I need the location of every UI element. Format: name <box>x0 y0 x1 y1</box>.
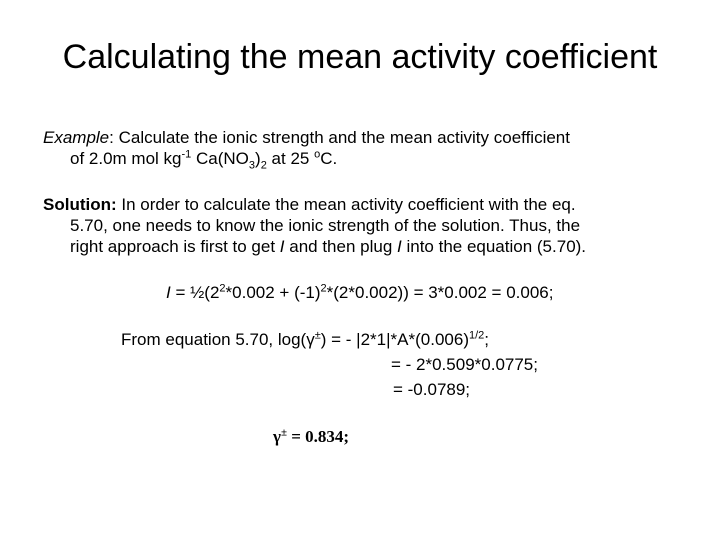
eq2-c: ; <box>484 330 490 349</box>
example-line2-a: of 2.0m mol kg <box>70 149 182 168</box>
example-line2-c: ) <box>255 149 261 168</box>
ionic-strength-equation <box>166 283 553 303</box>
eq2-a: From equation 5.70, log(γ <box>121 330 315 349</box>
log-gamma-equation <box>121 330 489 350</box>
solution-line3-b: and then plug <box>284 237 397 256</box>
example-line2-e: C. <box>320 149 338 168</box>
solution-label: Solution: <box>43 195 117 214</box>
example-sup-1: -1 <box>181 148 192 161</box>
example-sup-2: o <box>314 148 321 161</box>
answer-value: = 0.834; <box>287 427 350 446</box>
eq2-b: ) = - |2*1|*A*(0.006) <box>320 330 469 349</box>
solution-line3 <box>43 236 586 257</box>
example-label: Example <box>43 128 110 147</box>
answer-sup: ± <box>280 426 287 439</box>
eq2-sup-2: 1/2 <box>468 329 485 342</box>
answer-gamma: γ <box>273 427 281 446</box>
eq1-a: = ½(2 <box>170 283 220 302</box>
eq1-c: *(2*0.002)) = 3*0.002 = 0.006; <box>326 283 554 302</box>
eq2-sup-1: ± <box>314 329 321 342</box>
eq1-I: I <box>166 283 171 302</box>
slide-title: Calculating the mean activity coefficient <box>62 38 658 76</box>
solution-line2: 5.70, one needs to know the ionic strength of the solution. Thus, the <box>70 216 581 235</box>
solution-I-1: I <box>279 237 285 256</box>
eq1-sup-1: 2 <box>219 282 226 295</box>
example-sub-1: 3 <box>248 159 256 172</box>
log-gamma-step-3: = -0.0789; <box>393 380 471 399</box>
example-sep: : <box>109 128 119 147</box>
example-paragraph <box>43 127 570 172</box>
eq1-b: *0.002 + (-1) <box>225 283 321 302</box>
example-line2 <box>43 148 570 172</box>
solution-paragraph <box>43 194 586 257</box>
solution-line3-c: into the equation (5.70). <box>401 237 587 256</box>
final-answer <box>273 427 349 447</box>
example-line2-d: at 25 <box>266 149 315 168</box>
example-line2-b: Ca(NO <box>191 149 249 168</box>
example-text-line1: Calculate the ionic strength and the mean activity coefficient <box>118 128 570 147</box>
eq1-sup-2: 2 <box>320 282 327 295</box>
example-sub-2: 2 <box>260 159 267 172</box>
solution-I-2: I <box>397 237 402 256</box>
log-gamma-step-2: = - 2*0.509*0.0775; <box>391 355 538 374</box>
solution-line1: In order to calculate the mean activity coefficient with the eq. <box>116 195 576 214</box>
solution-line3-a: right approach is first to get <box>70 237 280 256</box>
